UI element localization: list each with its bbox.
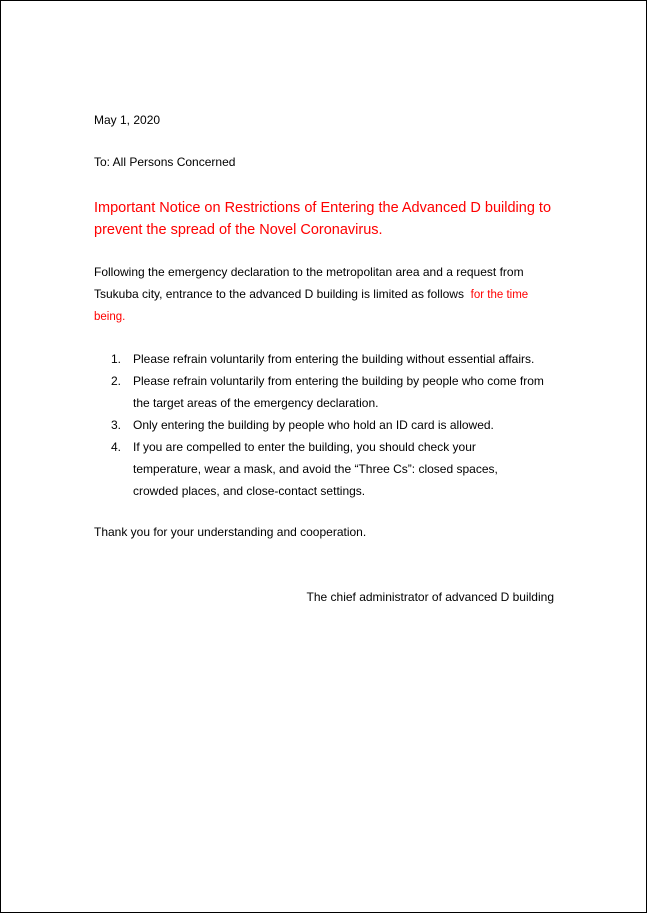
notice-title	[94, 197, 551, 241]
list-item	[111, 414, 544, 436]
restrictions-list	[111, 348, 544, 502]
document-date: May 1, 2020	[94, 113, 161, 127]
signature-line: The chief administrator of advanced D building	[306, 590, 554, 604]
list-item-text: crowded places, and close-contact settings.	[133, 484, 366, 498]
list-item-text: temperature, wear a mask, and avoid the “Three Cs”: closed spaces,	[133, 462, 498, 476]
list-item-number: 1.	[111, 352, 122, 366]
notice-title-line: Important Notice on Restrictions of Entering the Advanced D building to	[94, 200, 552, 216]
intro-paragraph	[94, 261, 528, 328]
list-item-text: If you are compelled to enter the building, you should check your	[133, 440, 476, 454]
list-item	[111, 370, 544, 414]
list-item-number: 4.	[111, 440, 122, 454]
intro-line	[94, 283, 528, 306]
intro-line: Following the emergency declaration to the metropolitan area and a request from	[94, 265, 524, 279]
list-item	[111, 436, 544, 502]
list-item-text: Only entering the building by people who hold an ID card is allowed.	[133, 418, 494, 432]
notice-title-line: prevent the spread of the Novel Coronavirus.	[94, 222, 383, 238]
intro-highlight: for the time	[470, 289, 529, 301]
thanks-line: Thank you for your understanding and cooperation.	[94, 525, 367, 539]
recipient-line: To: All Persons Concerned	[94, 155, 236, 169]
list-item-text: Please refrain voluntarily from entering the building by people who come from	[133, 374, 544, 388]
list-item-text: Please refrain voluntarily from entering the building without essential affairs.	[133, 352, 535, 366]
list-item-number: 2.	[111, 374, 122, 388]
list-item	[111, 348, 544, 370]
intro-highlight: being.	[94, 311, 126, 323]
intro-text: Tsukuba city, entrance to the advanced D building is limited as follows	[94, 287, 464, 301]
list-item-text: the target areas of the emergency declaration.	[133, 396, 379, 410]
list-item-number: 3.	[111, 418, 122, 432]
